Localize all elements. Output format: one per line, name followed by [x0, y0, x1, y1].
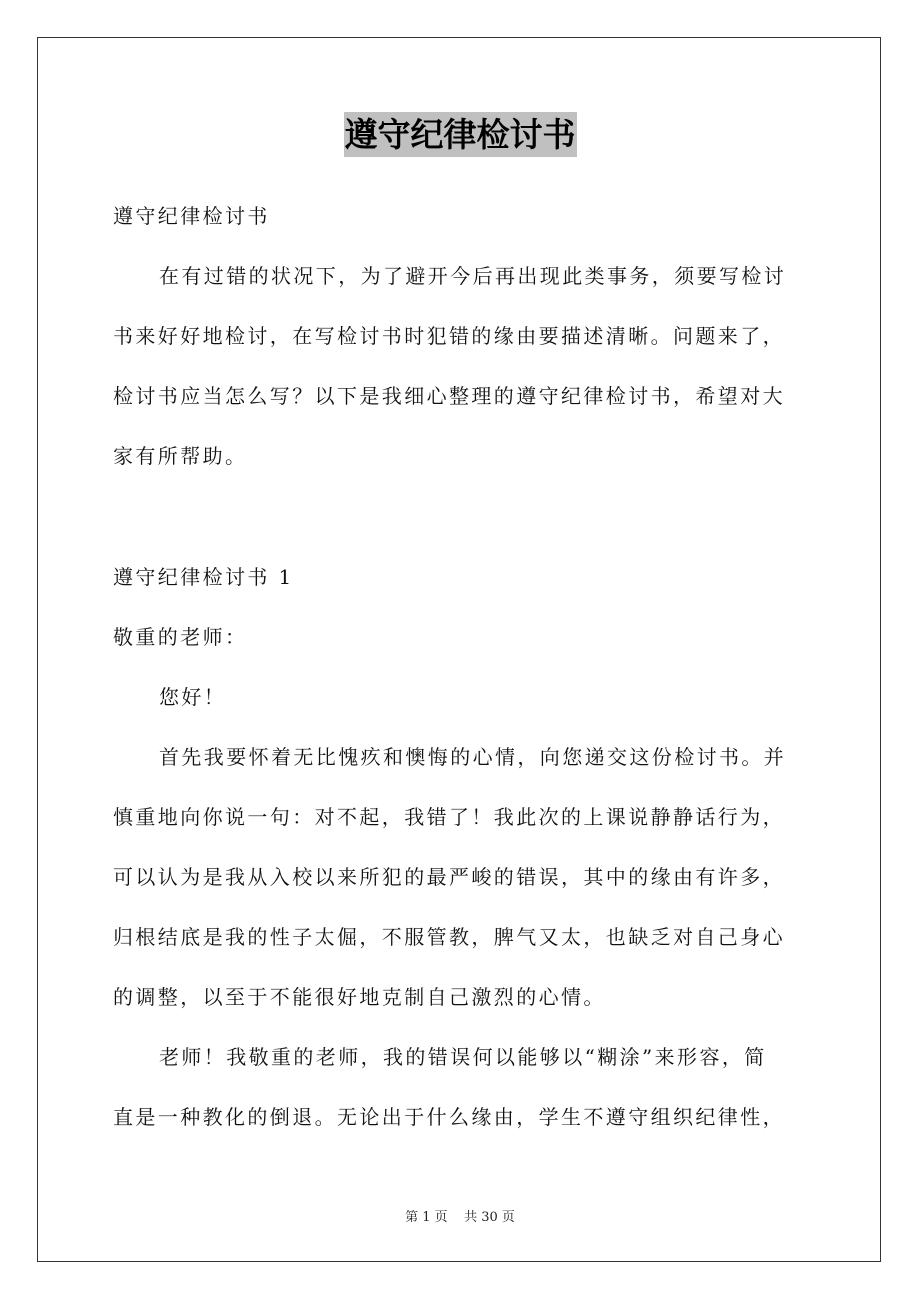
paragraph-line: 直是一种教化的倒退。无论出于什么缘由，学生不遵守组织纪律性， [113, 1105, 785, 1129]
greeting: 您好！ [159, 685, 227, 709]
intro-line: 检讨书应当怎么写？以下是我细心整理的遵守纪律检讨书，希望对大 [113, 384, 785, 408]
paragraph-line: 的调整，以至于不能很好地克制自己激烈的心情。 [113, 985, 606, 1009]
paragraph-line: 可以认为是我从入校以来所犯的最严峻的错误，其中的缘由有许多， [113, 865, 785, 889]
salutation: 敬重的老师： [113, 625, 248, 649]
section-heading: 遵守纪律检讨书 1 [113, 565, 294, 589]
paragraph-line: 老师！我敬重的老师，我的错误何以能够以“糊涂”来形容，简 [159, 1045, 767, 1069]
intro-line: 书来好好地检讨，在写检讨书时犯错的缘由要描述清晰。问题来了， [113, 324, 785, 348]
paragraph-line: 归根结底是我的性子太倔，不服管教，脾气又太，也缺乏对自己身心 [113, 925, 785, 949]
page-number-footer: 第 1 页 共 30 页 [405, 1210, 515, 1225]
intro-line: 家有所帮助。 [113, 444, 248, 468]
intro-line: 在有过错的状况下，为了避开今后再出现此类事务，须要写检讨 [159, 264, 787, 288]
title-container [0, 112, 920, 157]
paragraph-line: 首先我要怀着无比愧疚和懊悔的心情，向您递交这份检讨书。并 [159, 745, 787, 769]
paragraph-line: 慎重地向你说一句：对不起，我错了！我此次的上课说静静话行为， [113, 805, 785, 829]
document-title: 遵守纪律检讨书 [344, 112, 577, 157]
subtitle: 遵守纪律检讨书 [113, 204, 270, 228]
